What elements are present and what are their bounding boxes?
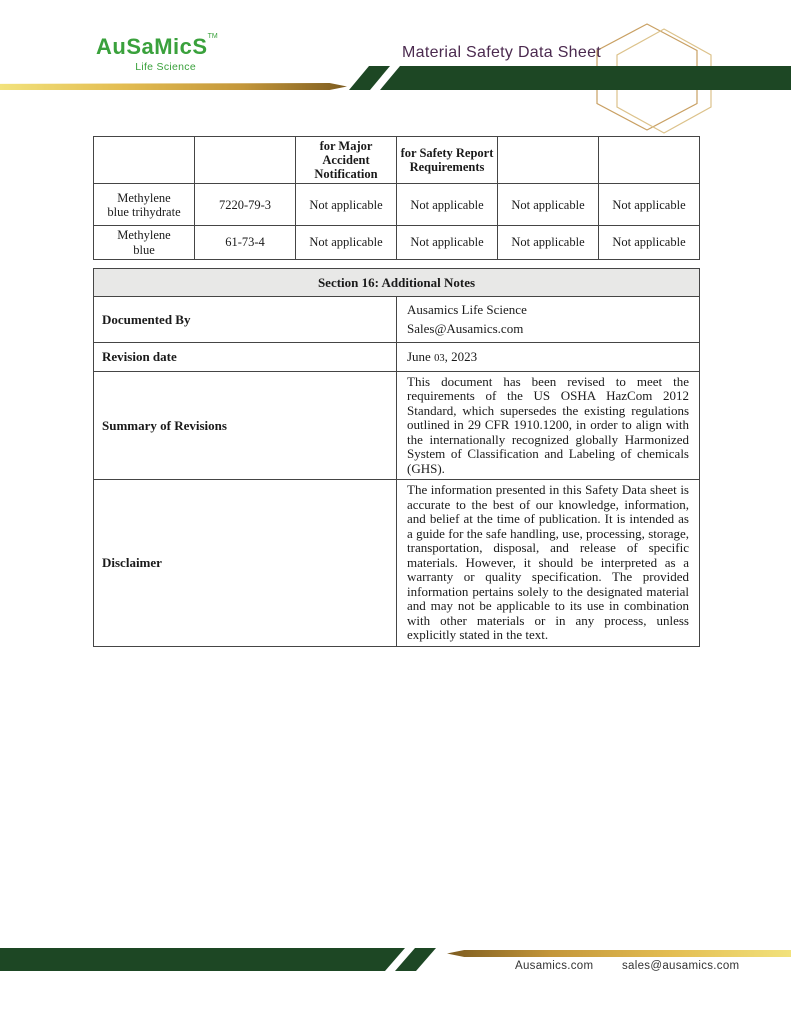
revision-year: , 2023 xyxy=(444,348,478,364)
header-cell-major-accident: for Major Accident Notification xyxy=(296,137,397,184)
value-cell: Not applicable xyxy=(296,226,397,259)
header-cell-blank-2 xyxy=(599,137,700,184)
value-cell: Not applicable xyxy=(498,184,599,226)
disclaimer-text: The information presented in this Safety Data sheet is accurate to the best of our knowledge, information, and belief at the time of publication. It is intended as a guide for the safe handling, use, processing, storage, transportation, disposal, and release of specific materials. However, it should be interpreted as a warranty or quality specification. The provided information pertains solely to the designated material and may not be applicable to its use in combination with other materials or in any process, unless explicitly stated in the text. xyxy=(397,480,700,646)
chemical-name-cell: Methylene blue trihydrate xyxy=(94,184,195,226)
section16-header-row xyxy=(94,269,700,297)
summary-text: This document has been revised to meet the requirements of the US OSHA HazCom 2012 Standard, which supersedes the existing regulations outlined in 29 CFR 1910.1200, in order to align with the internationally recognized globally Harmonized System of Classification and Labeling of chemicals (GHS). xyxy=(397,372,700,480)
disclaimer-row xyxy=(94,480,700,646)
documented-by-email: Sales@Ausamics.com xyxy=(407,320,524,336)
logo-wordmark xyxy=(96,33,218,59)
logo-brand-text: AuSaMicS xyxy=(96,34,208,59)
header-cell-chemical xyxy=(94,137,195,184)
summary-label: Summary of Revisions xyxy=(94,372,397,480)
section16-table xyxy=(93,268,700,647)
section16-title: Section 16: Additional Notes xyxy=(94,269,700,297)
revision-date-row xyxy=(94,343,700,372)
cas-number-cell: 7220-79-3 xyxy=(195,184,296,226)
value-cell: Not applicable xyxy=(397,184,498,226)
documented-by-company: Ausamics Life Science xyxy=(407,302,527,318)
value-cell: Not applicable xyxy=(599,226,700,259)
page-title: Material Safety Data Sheet xyxy=(402,44,602,61)
table-row xyxy=(94,184,700,226)
revision-month: June xyxy=(407,348,435,364)
documented-by-label: Documented By xyxy=(94,297,397,343)
header-cell-blank-1 xyxy=(498,137,599,184)
header-cell-cas xyxy=(195,137,296,184)
documented-by-value xyxy=(397,297,700,343)
footer-email: sales@ausamics.com xyxy=(622,960,740,972)
value-cell: Not applicable xyxy=(296,184,397,226)
revision-day: 03 xyxy=(434,352,445,364)
logo-tagline: Life Science xyxy=(135,61,196,73)
value-cell: Not applicable xyxy=(599,184,700,226)
revision-date-label: Revision date xyxy=(94,343,397,372)
value-cell: Not applicable xyxy=(498,226,599,259)
chemical-regulation-table xyxy=(93,136,700,260)
footer-website: Ausamics.com xyxy=(515,960,594,972)
header-green-band xyxy=(380,66,791,90)
value-cell: Not applicable xyxy=(397,226,498,259)
company-logo xyxy=(96,33,218,73)
chemical-name-cell: Methylene blue xyxy=(94,226,195,259)
documented-by-row xyxy=(94,297,700,343)
table-header-row xyxy=(94,137,700,184)
table-row xyxy=(94,226,700,259)
disclaimer-label: Disclaimer xyxy=(94,480,397,646)
footer-green-band xyxy=(0,948,405,971)
trademark-symbol: TM xyxy=(207,33,218,40)
cas-number-cell: 61-73-4 xyxy=(195,226,296,259)
summary-of-revisions-row xyxy=(94,372,700,480)
header-cell-safety-report: for Safety Report Requirements xyxy=(397,137,498,184)
footer-gold-stripe xyxy=(447,950,791,957)
header-gold-stripe xyxy=(0,83,347,90)
revision-date-value xyxy=(397,343,700,372)
